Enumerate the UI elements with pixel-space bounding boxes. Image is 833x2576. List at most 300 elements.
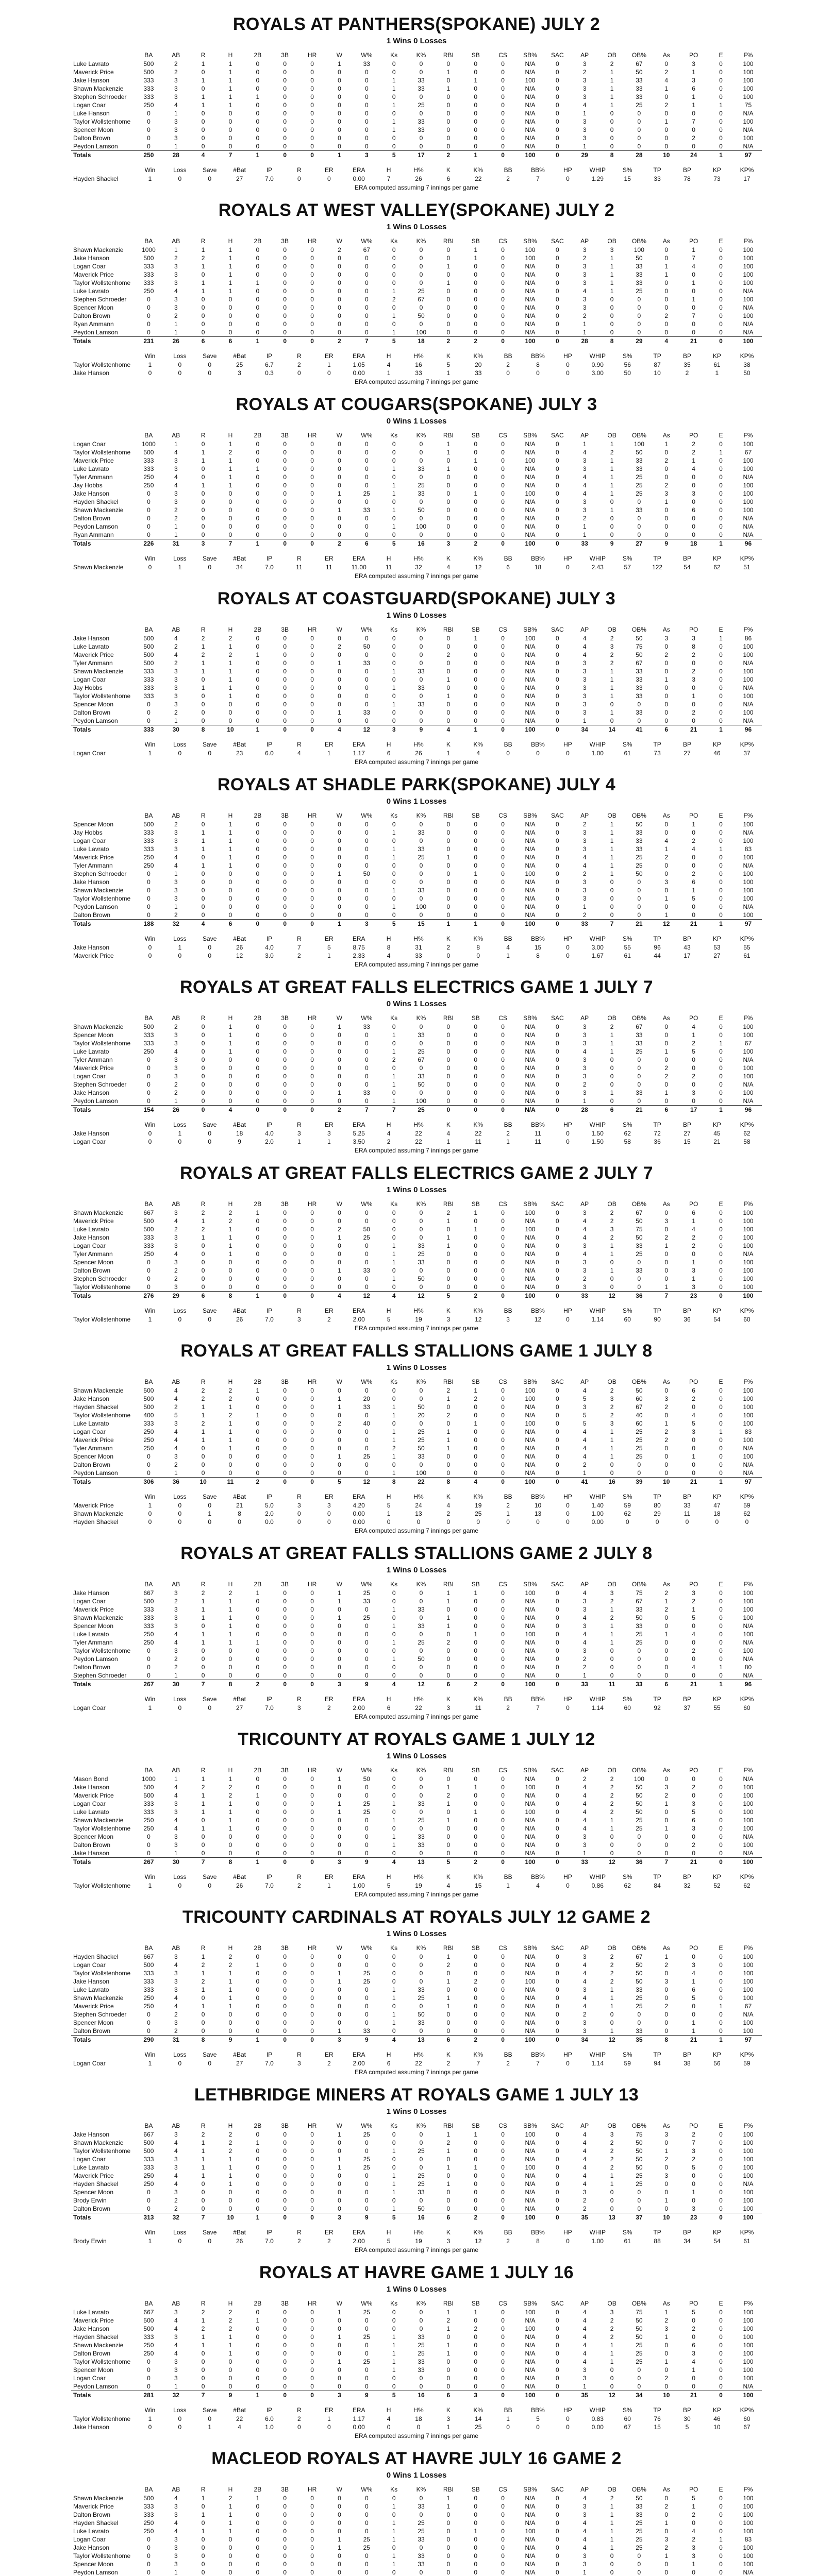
stat-cell: 0 [719, 659, 723, 667]
column-header: W [336, 52, 343, 59]
stat-cell: 1 [392, 701, 396, 708]
stat-cell: N/A [525, 1817, 536, 1824]
table-row [71, 1969, 762, 1977]
column-header: BA [144, 1378, 153, 1385]
stat-cell: 0 [338, 1048, 341, 1055]
stat-cell: 6 [435, 2213, 462, 2222]
stat-cell: 0 [338, 829, 341, 836]
stat-cell: 21 [680, 1858, 707, 1867]
stat-cell: 3 [174, 887, 178, 894]
stat-cell: 1 [392, 1655, 396, 1663]
stat-cell: 0 [419, 279, 423, 286]
stat-cell: 0 [474, 676, 478, 683]
stat-cell: 0 [610, 701, 614, 708]
stat-cell: 0 [147, 1081, 151, 1088]
stat-cell: 0 [256, 1453, 260, 1460]
stat-cell: 0 [474, 1606, 478, 1613]
stat-cell: 1 [610, 1986, 614, 1993]
stat-cell: 1 [228, 684, 232, 691]
column-header: CS [498, 1767, 507, 1774]
stat-cell: 0 [338, 449, 341, 456]
stat-cell: 0 [310, 1445, 314, 1452]
stat-cell: 0 [256, 1031, 260, 1039]
column-header: SAC [551, 1767, 564, 1774]
stat-cell: 0 [201, 911, 205, 919]
table-row [71, 465, 762, 473]
stat-cell: 1 [338, 709, 341, 716]
player-name: Taylor Wollstenhome [73, 1283, 131, 1291]
stat-cell: 0 [364, 1445, 369, 1452]
stat-cell: 0 [719, 1986, 723, 1993]
stat-cell: 0 [555, 1817, 559, 1824]
stat-cell: 3 [582, 1622, 587, 1630]
stat-cell: 3 [326, 2036, 353, 2044]
stat-cell: 0 [501, 643, 505, 650]
stat-cell: 1.17 [353, 750, 365, 757]
stat-cell: 0 [719, 93, 723, 100]
stat-cell: 0 [392, 1040, 396, 1047]
stat-cell: 0 [297, 1518, 301, 1526]
stat-cell: 2 [474, 1978, 478, 1985]
stat-cell: 0 [610, 531, 614, 538]
stat-cell: 0 [555, 296, 559, 303]
stat-cell: 4 [174, 1961, 178, 1969]
stat-cell: 3 [582, 1242, 587, 1249]
stat-cell: 50 [636, 1792, 643, 1799]
stat-cell: 0 [555, 1403, 559, 1411]
stat-cell: 0 [707, 337, 735, 346]
stat-cell: 4 [190, 920, 217, 928]
stat-cell: 0 [364, 255, 369, 262]
column-header: TP [653, 352, 661, 360]
stat-cell: 4 [174, 1639, 178, 1646]
stat-cell: 2 [462, 337, 489, 346]
stat-cell: 0 [256, 287, 260, 295]
column-header: OB [607, 1767, 617, 1774]
stat-cell: 0 [310, 2197, 314, 2204]
stat-cell: 0 [474, 2333, 478, 2341]
column-header: BB [504, 1121, 512, 1128]
stat-cell: 0 [555, 1800, 559, 1807]
stat-cell: 3 [238, 369, 241, 377]
stat-cell: 0 [364, 329, 369, 336]
stat-cell: 0 [719, 1461, 723, 1468]
stat-cell: 0 [364, 2317, 369, 2324]
stat-cell: 0 [664, 862, 669, 869]
stat-cell: 0 [474, 1089, 478, 1096]
stat-cell: 1 [610, 845, 614, 853]
stat-cell: 0 [256, 1023, 260, 1030]
stat-cell: 100 [743, 2019, 754, 2026]
stat-cell: 0 [501, 2333, 505, 2341]
column-header: KP% [740, 1121, 754, 1128]
stat-cell: 4 [582, 1639, 587, 1646]
stat-cell: N/A [525, 143, 536, 150]
stat-cell: 25 [636, 1631, 643, 1638]
stat-cell: 0 [474, 1081, 478, 1088]
stat-cell: 0 [310, 1775, 314, 1783]
stat-cell: 1 [474, 635, 478, 642]
stat-cell: 3 [174, 490, 178, 497]
player-name: Maverick Price [73, 457, 114, 464]
stat-cell: 0 [446, 845, 451, 853]
column-header: Save [203, 2406, 217, 2414]
stat-cell: 0 [256, 69, 260, 76]
stat-cell: 3 [692, 2147, 695, 2155]
stat-cell: 0 [610, 320, 614, 328]
stat-cell: N/A [525, 2383, 536, 2390]
stat-cell: 4 [582, 2342, 587, 2349]
stat-cell: 4 [582, 2358, 587, 2365]
column-header: KP% [740, 935, 754, 942]
stat-cell: 0 [283, 2139, 287, 2146]
stat-cell: 0 [419, 1395, 423, 1402]
stat-cell: 1 [208, 1510, 212, 1517]
column-header: ER [324, 741, 334, 748]
stat-cell: 33 [418, 1833, 425, 1840]
stat-cell: 1 [392, 126, 396, 133]
stat-cell: 0 [715, 1518, 719, 1526]
stat-cell: N/A [525, 2375, 536, 2382]
column-header: K [446, 1696, 451, 1703]
player-name: Luke Hanson [73, 110, 110, 117]
stat-cell: 0 [474, 2019, 478, 2026]
player-name: Taylor Wollstenhome [73, 449, 131, 456]
stat-cell: 1 [201, 829, 205, 836]
stat-cell: 0 [474, 320, 478, 328]
stat-cell: 3 [610, 2309, 614, 2316]
stat-cell: 0 [501, 829, 505, 836]
table-row [71, 254, 762, 262]
column-header: H [228, 1378, 233, 1385]
stat-cell: 0 [501, 837, 505, 844]
stat-cell: 25 [636, 862, 643, 869]
stat-cell: N/A [525, 911, 536, 919]
column-header: BB [504, 1493, 512, 1500]
stat-cell: 28 [571, 337, 598, 346]
stat-cell: 0 [446, 1089, 451, 1096]
era-note: ERA computed assuming 7 innings per game [354, 1713, 479, 1720]
stat-cell: 1 [338, 1023, 341, 1030]
table-row [71, 76, 762, 84]
stat-cell: 0 [474, 1031, 478, 1039]
stat-cell: 0 [501, 2383, 505, 2390]
stat-cell: 4 [582, 449, 587, 456]
stat-cell: 0 [637, 2011, 641, 2018]
stat-cell: 8.75 [353, 944, 365, 951]
stat-cell: N/A [743, 1097, 754, 1105]
table-row [71, 952, 762, 960]
column-header: Ks [390, 1767, 398, 1774]
column-header: RBI [443, 1200, 454, 1208]
stat-cell: 1 [174, 2383, 178, 2390]
stat-cell: 2 [692, 1841, 695, 1849]
stat-cell: 1 [201, 449, 205, 456]
stat-cell: 0 [719, 523, 723, 530]
stat-cell: 4 [664, 77, 669, 84]
stat-cell: 0 [719, 821, 723, 828]
stat-cell: 0 [310, 2027, 314, 2035]
stat-cell: 0 [544, 1858, 571, 1867]
stat-cell: 0 [637, 701, 641, 708]
column-header: R [297, 2051, 302, 2058]
stat-cell: 500 [143, 1226, 154, 1233]
column-header: Loss [173, 1493, 187, 1500]
stat-cell: 75 [744, 101, 752, 109]
stat-cell: 0 [283, 255, 287, 262]
column-header [71, 1580, 135, 1589]
stat-cell: 0 [310, 1023, 314, 1030]
stat-cell: 0 [474, 887, 478, 894]
stat-cell: 1 [446, 263, 451, 270]
batting-body [71, 440, 762, 548]
stat-cell: 0 [555, 1784, 559, 1791]
stat-cell: 4 [582, 1817, 587, 1824]
stat-cell: 0 [256, 2197, 260, 2204]
stat-cell: 0 [474, 263, 478, 270]
stat-cell: 1 [446, 2180, 451, 2188]
column-header: SB% [523, 2300, 537, 2307]
stat-cell: 0 [707, 1292, 735, 1300]
column-header: Save [203, 1307, 217, 1314]
stat-cell: 0 [692, 143, 695, 150]
stat-cell: 0 [474, 2375, 478, 2382]
table-row [71, 456, 762, 465]
player-name: Luke Lavrato [73, 1226, 109, 1233]
stat-cell: 0 [555, 246, 559, 253]
stat-cell: 0 [719, 911, 723, 919]
column-header: TP [653, 1696, 661, 1703]
totals-label: Totals [71, 1680, 135, 1689]
stat-cell: 0 [719, 110, 723, 117]
stat-cell: 0 [692, 1445, 695, 1452]
stat-cell: 2 [446, 1961, 451, 1969]
stat-cell: 0 [555, 85, 559, 92]
stat-cell: 0 [637, 878, 641, 886]
stat-cell: 54 [713, 1316, 721, 1323]
column-header: SB% [523, 1014, 537, 1022]
stat-cell: 0 [719, 1850, 723, 1857]
stat-cell: 0 [283, 1664, 287, 1671]
stat-cell: 3 [174, 684, 178, 691]
pitcher-name: Brody Erwin [73, 2238, 107, 2245]
stat-cell: 30 [162, 725, 190, 734]
player-name: Luke Lavrato [73, 845, 109, 853]
stat-cell: 0 [256, 1445, 260, 1452]
stat-cell: 0 [446, 878, 451, 886]
stat-cell: 0 [392, 2309, 396, 2316]
column-header: H% [413, 741, 424, 748]
stat-cell: 30 [162, 1858, 190, 1867]
stat-cell: 0 [555, 126, 559, 133]
table-row [71, 642, 762, 651]
stat-cell: 0.0 [265, 1518, 274, 1526]
stat-cell: N/A [525, 1403, 536, 1411]
stat-cell: 0 [637, 1664, 641, 1671]
stat-cell: 0 [501, 1412, 505, 1419]
stat-cell: 33 [418, 1841, 425, 1849]
stat-cell: 333 [135, 725, 162, 734]
stat-cell: 0 [719, 2197, 723, 2204]
table-row [71, 749, 762, 757]
stat-cell: 0 [201, 531, 205, 538]
stat-cell: 0 [310, 2011, 314, 2018]
stat-cell: N/A [743, 126, 754, 133]
column-header: SAC [551, 1014, 564, 1022]
stat-cell: 22 [415, 1138, 422, 1145]
stat-cell: 9 [353, 2391, 380, 2400]
stat-cell: 0 [555, 1259, 559, 1266]
stat-cell: 0 [489, 1858, 517, 1867]
stat-cell: 25 [636, 2172, 643, 2179]
stat-cell: 0 [364, 2197, 369, 2204]
column-header: Ks [390, 1200, 398, 1208]
stat-cell: 3 [582, 709, 587, 716]
stat-cell: 0 [610, 304, 614, 311]
stat-cell: 0 [501, 651, 505, 658]
stat-cell: 0 [256, 1436, 260, 1444]
stat-cell: 0 [474, 2172, 478, 2179]
stat-cell: 0 [310, 1097, 314, 1105]
column-header: W [336, 812, 343, 819]
column-header: F% [743, 238, 753, 245]
stat-cell: 0 [610, 1064, 614, 1072]
player-name: Stephen Schroeder [73, 1672, 127, 1679]
stat-cell: 0 [392, 2197, 396, 2204]
stat-cell: 2 [692, 1395, 695, 1402]
column-header: E [719, 626, 723, 633]
column-header: SAC [551, 1200, 564, 1208]
stat-cell: 6 [387, 750, 391, 757]
column-header: RBI [443, 1581, 454, 1588]
stat-cell: 27 [236, 175, 243, 182]
column-header: IP [266, 555, 273, 562]
batting-body [71, 246, 762, 345]
stat-cell: 0 [364, 845, 369, 853]
stat-cell: 0 [664, 1672, 669, 1679]
stat-cell: 0 [474, 659, 478, 667]
stat-cell: 0 [228, 1267, 232, 1274]
table-row [71, 1315, 762, 1324]
column-header: Win [144, 1307, 156, 1314]
stat-cell: 0 [310, 1961, 314, 1969]
stat-cell: 0 [692, 1792, 695, 1799]
stat-cell: 3.00 [591, 944, 604, 951]
stat-cell: 1 [148, 1316, 152, 1323]
column-header: BA [144, 2122, 153, 2129]
stat-cell: 6 [435, 2036, 462, 2044]
column-header: IP [266, 1493, 273, 1500]
stat-cell: 0 [555, 862, 559, 869]
stat-cell: 1 [446, 2131, 451, 2138]
column-header: S% [622, 1696, 632, 1703]
column-header: CS [498, 2122, 507, 2129]
stat-cell: 1 [610, 465, 614, 472]
stat-cell: 0 [555, 449, 559, 456]
stat-cell: 25 [363, 2164, 370, 2171]
player-name: Ryan Ammann [73, 531, 114, 538]
stat-cell: 4 [446, 1130, 451, 1137]
stat-cell: 1 [338, 1395, 341, 1402]
column-header: W% [361, 432, 373, 439]
stat-cell: 1 [664, 1800, 669, 1807]
stat-cell: 1 [338, 659, 341, 667]
stat-cell: 0 [147, 911, 151, 919]
stat-cell: 0 [310, 101, 314, 109]
stat-cell: 1 [201, 862, 205, 869]
batting-body [71, 1209, 762, 1300]
stat-cell: 0 [228, 1469, 232, 1477]
stat-cell: 0 [501, 1048, 505, 1055]
stat-cell: 0 [310, 490, 314, 497]
table-row [71, 1089, 762, 1097]
stat-cell: 0 [446, 1040, 451, 1047]
stat-cell: 0 [271, 1106, 298, 1114]
stat-cell: 0 [283, 118, 287, 125]
stat-cell: 2 [174, 643, 178, 650]
stat-cell: 0 [310, 2180, 314, 2188]
player-name: Logan Coar [73, 2156, 106, 2163]
column-header: BP [682, 1696, 691, 1703]
stat-cell: 0 [419, 1089, 423, 1096]
stat-cell: 0 [283, 1970, 287, 1977]
stat-cell: 3 [582, 1953, 587, 1960]
stat-cell: 3 [582, 263, 587, 270]
stat-cell: 1 [201, 60, 205, 67]
table-row [71, 2180, 762, 2188]
column-header: BA [144, 1014, 153, 1022]
stat-cell: 32 [684, 1882, 691, 1889]
column-header: AB [172, 1944, 180, 1952]
stat-cell: 0 [338, 465, 341, 472]
stat-cell: N/A [743, 2011, 754, 2018]
stat-cell: 0 [419, 709, 423, 716]
stat-cell: 2 [610, 1961, 614, 1969]
stat-cell: 0 [501, 465, 505, 472]
stat-cell: 100 [743, 651, 754, 658]
stat-cell: 100 [743, 2366, 754, 2374]
stat-cell: 0 [664, 2027, 669, 2035]
column-header: BP [682, 1493, 691, 1500]
stat-cell: 0 [692, 1056, 695, 1063]
stat-cell: 0 [256, 1226, 260, 1233]
stat-cell: 0 [555, 440, 559, 448]
stat-cell: 2 [174, 1655, 178, 1663]
stat-cell: 0 [338, 2139, 341, 2146]
stat-cell: 0 [501, 1614, 505, 1621]
stat-cell: 0 [555, 1226, 559, 1233]
stat-cell: N/A [525, 1453, 536, 1460]
stat-cell: N/A [525, 134, 536, 142]
stat-cell: 0 [692, 2333, 695, 2341]
stat-cell: 1 [201, 1775, 205, 1783]
column-header: ERA [352, 166, 365, 174]
column-header: 3B [281, 812, 289, 819]
stat-cell: 0 [719, 2027, 723, 2035]
stat-cell: 0 [719, 887, 723, 894]
stat-cell: 0 [147, 2375, 151, 2382]
stat-cell: N/A [743, 1250, 754, 1258]
stat-cell: 0 [364, 2325, 369, 2332]
stat-cell: 3 [435, 539, 462, 548]
stat-cell: 4 [174, 2172, 178, 2179]
column-header: CS [498, 1944, 507, 1952]
column-header: WHIP [589, 2406, 606, 2414]
column-header: R [201, 1767, 206, 1774]
stat-cell: 0 [228, 134, 232, 142]
stat-cell: 25 [636, 1639, 643, 1646]
stat-cell: 0 [283, 1647, 287, 1654]
